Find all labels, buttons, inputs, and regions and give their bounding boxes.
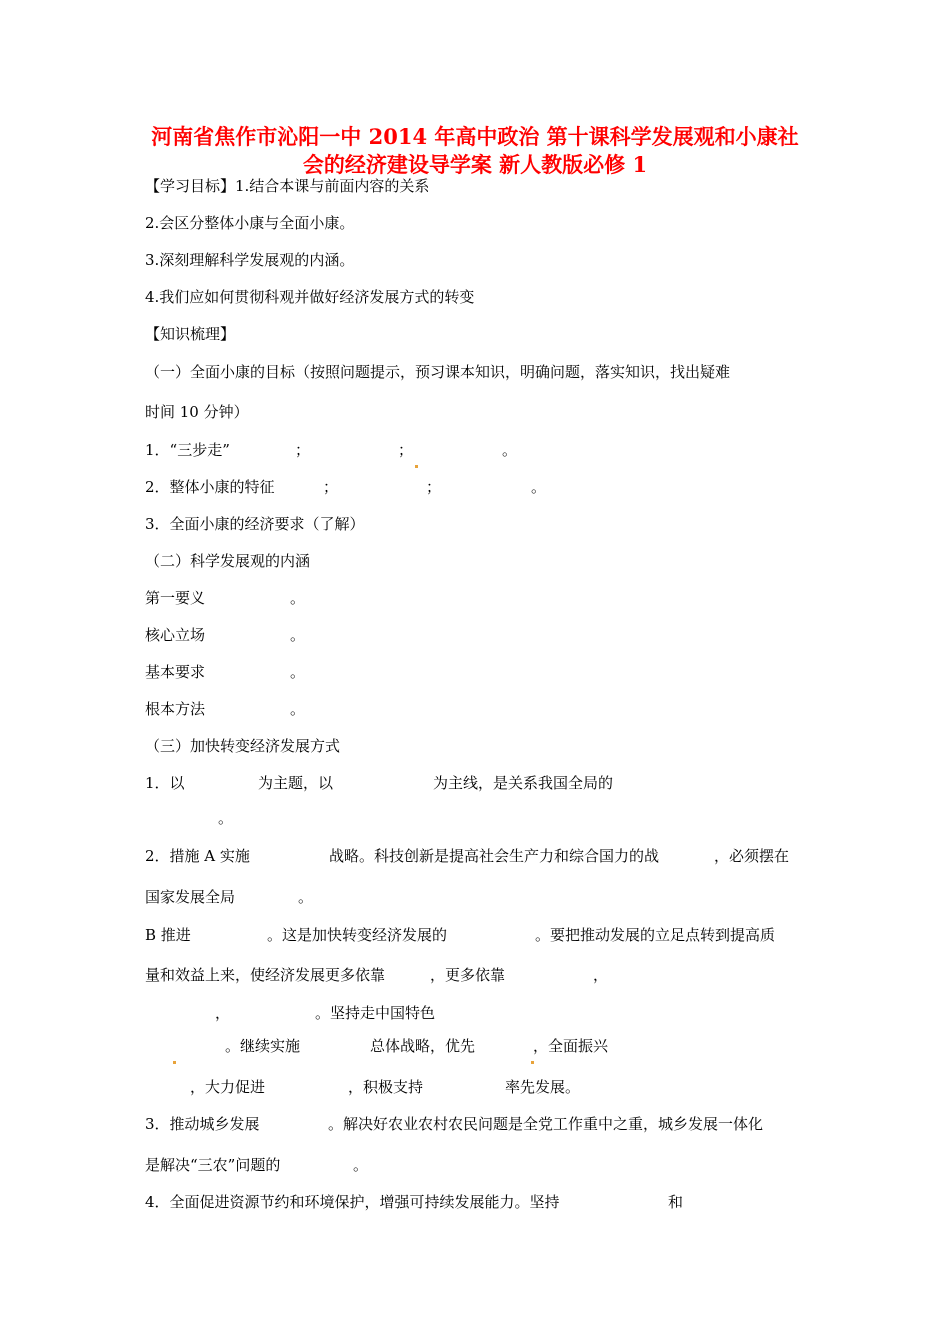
p3q1-a: 1．以 <box>145 774 185 792</box>
basic-requirement-label: 基本要求 <box>145 663 206 681</box>
fundamental-method-label: 根本方法 <box>145 700 206 718</box>
p3q2b-e: ，更多依靠 <box>430 966 506 984</box>
p3q2b-g: 。继续实施 <box>225 1037 301 1055</box>
q1-period: 。 <box>502 441 518 459</box>
p3q4-a: 4．全面促进资源节约和环境保护，增强可持续发展能力。坚持 <box>145 1193 560 1211</box>
p3q2b-line1 <box>145 925 845 945</box>
p3q2-c: ，必须摆在 <box>714 847 790 865</box>
orange-mark <box>173 1049 176 1069</box>
p3q2-period: 。 <box>298 888 314 906</box>
part1-title: （一）全面小康的目标（按照问题提示，预习课本知识，明确问题，落实知识，找出疑难 <box>145 363 731 381</box>
part3-q4 <box>145 1192 845 1212</box>
p3q2-a: 2．措施 A 实施 <box>145 847 250 865</box>
part3-title: （三）加快转变经济发展方式 <box>145 737 341 755</box>
p3q2b-f: 。坚持走中国特色 <box>315 1004 436 1022</box>
p3q3-b: 。解决好农业农村农民问题是全党工作重中之重，城乡发展一体化 <box>328 1115 764 1133</box>
q2-semicolon-1: ； <box>323 478 339 496</box>
p3q2b-h: 总体战略，优先 <box>370 1037 476 1055</box>
question-economic-requirements: 3．全面小康的经济要求（了解） <box>145 515 365 533</box>
p3q1-c: 为主线，是关系我国全局的 <box>433 774 614 792</box>
basic-requirement-period: 。 <box>290 663 306 681</box>
p3q3-line2 <box>145 1155 545 1175</box>
learning-goal-2: 2.会区分整体小康与全面小康。 <box>145 214 355 232</box>
p3q2b-c: 。要把推动发展的立足点转到提高质 <box>535 926 776 944</box>
first-meaning-period: 。 <box>290 589 306 607</box>
title-line-1: 河南省焦作市沁阳一中 2014 年高中政治 第十课科学发展观和小康社 <box>151 124 799 149</box>
basic-requirement-row <box>145 662 445 682</box>
document-title <box>130 123 820 179</box>
question-three-steps <box>145 440 845 460</box>
q2-semicolon-2: ； <box>426 478 442 496</box>
part3-q2 <box>145 846 845 866</box>
p3q2b-j: ，大力促进 <box>190 1078 266 1096</box>
p3q2-b: 战略。科技创新是提高社会生产力和综合国力的战 <box>329 847 660 865</box>
p3q2b-line3 <box>145 1003 845 1023</box>
q2-label: 2．整体小康的特征 <box>145 478 275 496</box>
p3q3-period: 。 <box>353 1156 369 1174</box>
core-stance-label: 核心立场 <box>145 626 206 644</box>
p3q3-c: 是解决“三农”问题的 <box>145 1156 281 1174</box>
p3q1-b: 为主题，以 <box>258 774 334 792</box>
p3q2b-i: ，全面振兴 <box>533 1037 609 1055</box>
fundamental-method-period: 。 <box>290 700 306 718</box>
p3q2b-line2 <box>145 965 845 985</box>
q1-semicolon-2: ； <box>398 441 414 459</box>
learning-goal-3: 3.深刻理解科学发展观的内涵。 <box>145 251 355 269</box>
core-stance-period: 。 <box>290 626 306 644</box>
p3q2b-b: 。这是加快转变经济发展的 <box>267 926 448 944</box>
p3q3-a: 3．推动城乡发展 <box>145 1115 260 1133</box>
orange-mark <box>415 453 418 473</box>
q1-label: 1．“三步走” <box>145 441 230 459</box>
core-stance-row <box>145 625 445 645</box>
knowledge-header: 【知识梳理】 <box>145 325 236 343</box>
learning-goals-header: 【学习目标】1.结合本课与前面内容的关系 <box>145 177 430 195</box>
p3q4-b: 和 <box>668 1193 684 1211</box>
part2-title: （二）科学发展观的内涵 <box>145 552 311 570</box>
p3q2b-line4 <box>145 1036 845 1056</box>
fundamental-method-row <box>145 699 445 719</box>
q1-semicolon-1: ； <box>295 441 311 459</box>
p3q2-d: 国家发展全局 <box>145 888 236 906</box>
p3q1-period: 。 <box>218 809 234 827</box>
part3-q1 <box>145 773 845 793</box>
p3q2b-a: B 推进 <box>145 926 191 944</box>
p3q2b-l: 率先发展。 <box>505 1078 581 1096</box>
p3q2b-d: 量和效益上来，使经济发展更多依靠 <box>145 966 386 984</box>
learning-goal-4: 4.我们应如何贯彻科观并做好经济发展方式的转变 <box>145 288 475 306</box>
q2-period: 。 <box>531 478 547 496</box>
title-line-2: 会的经济建设导学案 新人教版必修 1 <box>302 152 648 177</box>
p3q2b-line5 <box>145 1077 845 1097</box>
first-meaning-label: 第一要义 <box>145 589 206 607</box>
question-overall-features <box>145 477 845 497</box>
part1-time: 时间 10 分钟） <box>145 403 249 421</box>
p3q2b-k: ，积极支持 <box>348 1078 424 1096</box>
first-meaning-row <box>145 588 445 608</box>
p3q2b-comma-1: ， <box>593 966 609 984</box>
p3q2b-comma-2: ， <box>215 1004 231 1022</box>
part3-q3 <box>145 1114 845 1134</box>
p3q2-line2 <box>145 887 445 907</box>
